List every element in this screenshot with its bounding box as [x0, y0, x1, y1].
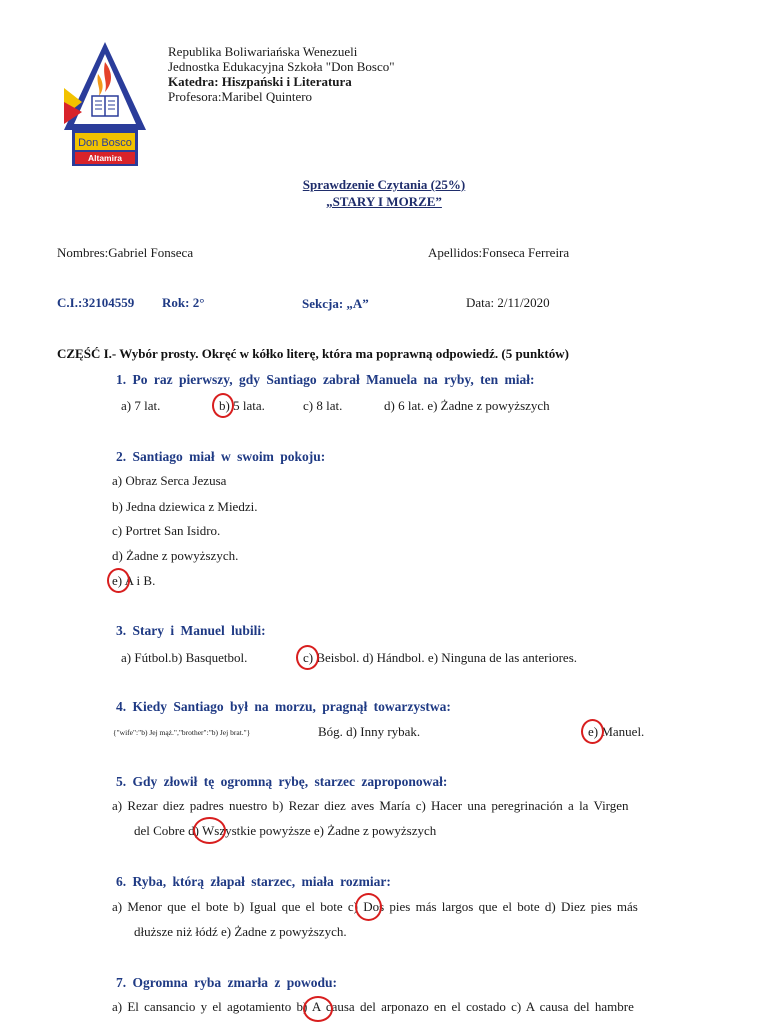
q2-option-a: a) Obraz Serca Jezusa	[112, 473, 227, 488]
q7-options-line1: a) El cansancio y el agotamiento b) A causa del arponazo en el costado c) A causa del hambre	[112, 999, 634, 1014]
section-instructions: CZĘŚĆ I.- Wybór prosty. Okręć w kółko literę, która ma poprawną odpowiedź. (5 punktów)	[57, 346, 569, 361]
q4-options-c-d: Bóg. d) Inny rybak.	[318, 724, 421, 739]
q1-option-b: b) 5 lata.	[219, 398, 265, 413]
q1-option-c: c) 8 lat.	[303, 398, 343, 413]
answer-circle-q1	[212, 393, 234, 418]
header-school: Jednostka Edukacyjna Szkoła "Don Bosco"	[168, 59, 395, 74]
question-2: 2. Santiago miał w swoim pokoju:	[116, 449, 326, 464]
header-department: Katedra: Hiszpański i Literatura	[168, 74, 352, 89]
q1-option-d-e: d) 6 lat. e) Żadne z powyższych	[384, 398, 550, 413]
student-surnames: Apellidos:Fonseca Ferreira	[428, 245, 570, 260]
q4-option-e: e) Manuel.	[588, 724, 645, 739]
student-names: Nombres:Gabriel Fonseca	[57, 245, 194, 260]
question-5: 5. Gdy złowił tę ogromną rybę, starzec zaproponował:	[116, 774, 448, 789]
q5-options-line1: a) Rezar diez padres nuestro b) Rezar diez aves María c) Hacer una peregrinación a la Virgen	[112, 798, 629, 813]
logo-text-2: Altamira	[87, 153, 123, 163]
student-section: Sekcja: „A”	[302, 296, 369, 311]
answer-circle-q2	[107, 568, 130, 593]
q6-options-line2: dłuższe niż łódź e) Żadne z powyższych.	[134, 924, 347, 939]
q4-options-a-b: {"wife":"b) Jej mąż.","brother":"b) Jej brat."}	[113, 728, 251, 737]
answer-circle-q3	[296, 645, 319, 670]
q2-option-d: d) Żadne z powyższych.	[112, 548, 239, 563]
q1-option-a: a) 7 lat.	[121, 398, 161, 413]
logo-text-1: Don Bosco	[78, 137, 132, 149]
q3-options-a-b: a) Fútbol.b) Basquetbol.	[121, 650, 248, 665]
question-4: 4. Kiedy Santiago był na morzu, pragnął towarzystwa:	[116, 699, 451, 714]
student-year: Rok: 2°	[162, 295, 205, 310]
answer-circle-q7	[303, 996, 333, 1022]
question-7: 7. Ogromna ryba zmarła z powodu:	[116, 975, 337, 990]
document-subtitle: „STARY I MORZE”	[326, 194, 442, 209]
question-3: 3. Stary i Manuel lubili:	[116, 623, 266, 638]
answer-circle-q4	[581, 719, 604, 744]
q5-options-line2: del Cobre d) Wszystkie powyższe e) Żadne z powyższych	[134, 823, 437, 838]
question-1: 1. Po raz pierwszy, gdy Santiago zabrał Manuela na ryby, ten miał:	[116, 372, 535, 387]
q6-options-line1: a) Menor que el bote b) Igual que el bote c) Dos pies más largos que el bote d) Diez pies más	[112, 899, 638, 914]
answer-circle-q6	[355, 893, 382, 921]
document-title: Sprawdzenie Czytania (25%)	[302, 177, 466, 192]
q2-option-c: c) Portret San Isidro.	[112, 523, 221, 538]
q2-option-b: b) Jedna dziewica z Miedzi.	[112, 499, 258, 514]
header-republic: Republika Boliwariańska Wenezueli	[168, 44, 358, 59]
q2-option-e: e) A i B.	[112, 573, 156, 588]
exam-date: Data: 2/11/2020	[466, 295, 550, 310]
header-teacher: Profesora:Maribel Quintero	[168, 89, 313, 104]
answer-circle-q5	[193, 817, 226, 844]
q3-options-c-e: c) Beisbol. d) Hándbol. e) Ninguna de las anteriores.	[303, 650, 578, 665]
student-id: C.I.:32104559	[57, 295, 135, 310]
school-logo	[62, 40, 148, 170]
question-6: 6. Ryba, którą złapał starzec, miała rozmiar:	[116, 874, 391, 889]
